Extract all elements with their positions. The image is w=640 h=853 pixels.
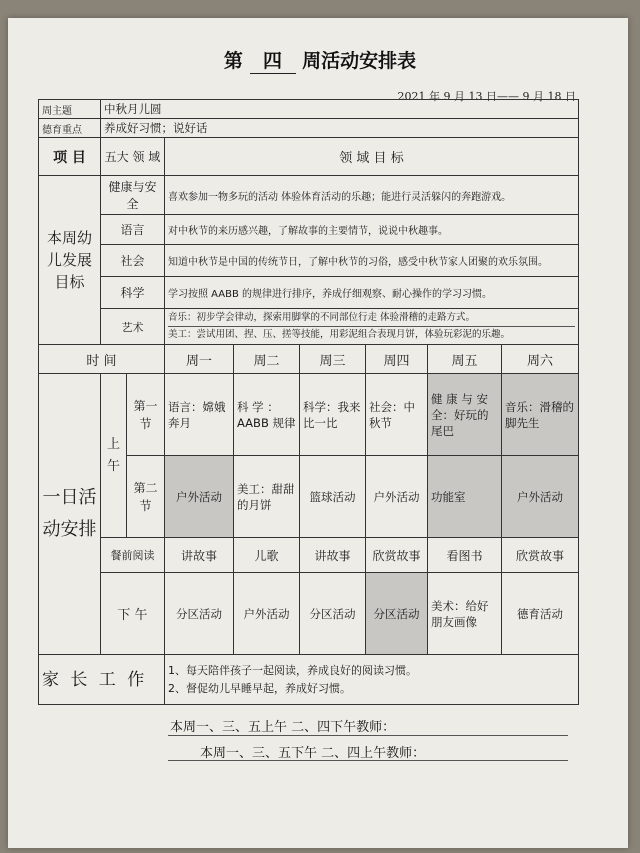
domain-goal: 喜欢参加一物多玩的活动 体验体育活动的乐趣；能进行灵活躲闪的奔跑游戏。 [165, 176, 579, 215]
title-suffix: 周活动安排表 [302, 50, 417, 72]
reading-activity: 讲故事 [165, 538, 234, 573]
slot1-activity: 科 学 ：AABB 规律 [234, 374, 300, 456]
afternoon-label: 下 午 [101, 573, 165, 655]
parents-item: 2、督促幼儿早睡早起，养成好习惯。 [168, 681, 351, 695]
page-title [0, 46, 640, 74]
reading-activity: 看图书 [428, 538, 502, 573]
slot2-activity: 户外活动 [502, 456, 579, 538]
header-domains: 五大 领 域 [101, 138, 165, 176]
day-header: 周四 [366, 345, 428, 374]
title-prefix: 第 [223, 50, 243, 72]
morning-label: 上午 [101, 374, 127, 538]
time-label: 时 间 [39, 345, 165, 374]
signature-rule-1 [168, 735, 568, 736]
domain-name: 艺术 [101, 309, 165, 345]
domain-name: 科学 [101, 277, 165, 309]
schedule-table [38, 99, 579, 705]
slot2-activity: 功能室 [428, 456, 502, 538]
afternoon-activity: 分区活动 [366, 573, 428, 655]
reading-activity: 讲故事 [300, 538, 366, 573]
signature-label: 本周一、三、五下午 二、四上午教师： [200, 746, 426, 761]
slot2-label: 第二节 [127, 456, 165, 538]
parents-work-label: 家 长 工 作 [39, 655, 165, 705]
art-goal-music: 音乐：初步学会律动，探索用脚掌的不同部位行走 体验滑稽的走路方式。 [168, 310, 575, 327]
dev-goal-label: 本周幼儿发展目标 [39, 176, 101, 345]
slot2-activity: 户外活动 [366, 456, 428, 538]
domain-goal: 知道中秋节是中国的传统节日，了解中秋节的习俗，感受中秋节家人团聚的欢乐氛围。 [165, 245, 579, 277]
day-header: 周六 [502, 345, 579, 374]
moral-label: 德育重点 [39, 119, 101, 138]
header-item: 项 目 [39, 138, 101, 176]
afternoon-activity: 美术：给好朋友画像 [428, 573, 502, 655]
slot1-activity: 科学：我来比一比 [300, 374, 366, 456]
afternoon-activity: 分区活动 [165, 573, 234, 655]
domain-goal-art [165, 309, 579, 345]
slot1-activity: 音乐：滑稽的脚先生 [502, 374, 579, 456]
day-header: 周二 [234, 345, 300, 374]
slot2-activity: 美工：甜甜的月饼 [234, 456, 300, 538]
domain-name: 健康与安全 [101, 176, 165, 215]
afternoon-activity: 分区活动 [300, 573, 366, 655]
title-week-number: 四 [250, 46, 296, 74]
theme-label: 周主题 [39, 100, 101, 119]
slot2-activity: 户外活动 [165, 456, 234, 538]
parents-work-content [165, 655, 579, 705]
moral-value: 养成好习惯；说好话 [101, 119, 579, 138]
day-header: 周五 [428, 345, 502, 374]
day-header: 周一 [165, 345, 234, 374]
daily-schedule-label: 一日活动安排 [39, 374, 101, 655]
afternoon-activity: 户外活动 [234, 573, 300, 655]
day-header: 周三 [300, 345, 366, 374]
reading-activity: 欣赏故事 [502, 538, 579, 573]
domain-goal: 学习按照 AABB 的规律进行排序，养成仔细观察、耐心操作的学习习惯。 [165, 277, 579, 309]
afternoon-activity: 德育活动 [502, 573, 579, 655]
theme-value: 中秋月儿圆 [101, 100, 579, 119]
domain-name: 语言 [101, 215, 165, 245]
reading-label: 餐前阅读 [101, 538, 165, 573]
domain-goal: 对中秋节的来历感兴趣，了解故事的主要情节，说说中秋趣事。 [165, 215, 579, 245]
slot1-activity: 社会：中秋节 [366, 374, 428, 456]
reading-activity: 儿歌 [234, 538, 300, 573]
domain-name: 社会 [101, 245, 165, 277]
reading-activity: 欣赏故事 [366, 538, 428, 573]
parents-item: 1、每天陪伴孩子一起阅读，养成良好的阅读习惯。 [168, 663, 417, 677]
signature-label: 本周一、三、五上午 二、四下午教师： [170, 720, 396, 735]
signature-rule-2 [168, 760, 568, 761]
slot2-activity: 篮球活动 [300, 456, 366, 538]
slot1-activity: 语言：嫦娥奔月 [165, 374, 234, 456]
date-range: 2021 年 9 月 13 日—— 9 月 18 日 [397, 90, 576, 103]
art-goal-craft: 美工：尝试用团、捏、压、搓等技能，用彩泥组合表现月饼，体验玩彩泥的乐趣。 [168, 329, 511, 340]
slot1-label: 第一节 [127, 374, 165, 456]
signature-line-1 [170, 716, 395, 735]
header-goal: 领 域 目 标 [165, 138, 579, 176]
signature-line-2 [200, 742, 425, 761]
slot1-activity: 健 康 与 安全：好玩的尾巴 [428, 374, 502, 456]
